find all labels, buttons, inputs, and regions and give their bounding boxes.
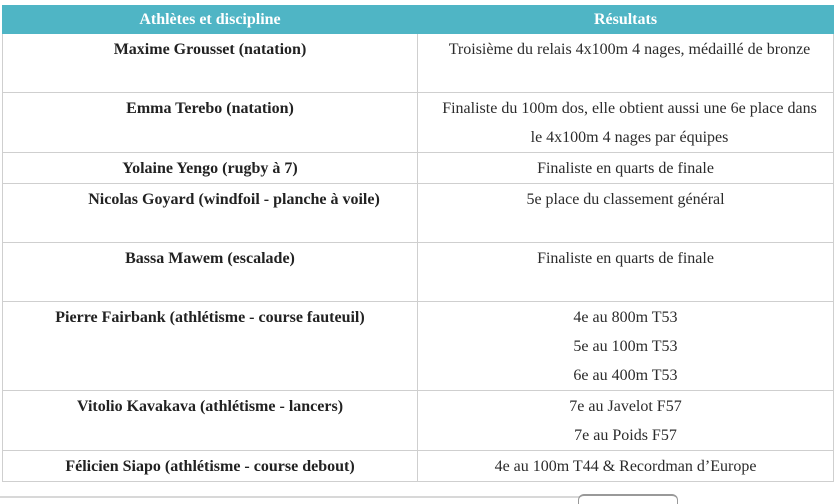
athlete-name: Bassa Mawem (escalade) bbox=[3, 243, 418, 302]
header-athletes: Athlètes et discipline bbox=[3, 6, 418, 34]
bottom-divider bbox=[0, 496, 580, 498]
header-results: Résultats bbox=[418, 6, 834, 34]
athlete-result: Troisième du relais 4x100m 4 nages, médaillé de bronze bbox=[418, 34, 834, 93]
athlete-result: Finaliste en quarts de finale bbox=[418, 243, 834, 302]
bottom-tab bbox=[578, 494, 678, 504]
athlete-result: 5e place du classement général bbox=[418, 184, 834, 243]
athlete-result: 4e au 100m T44 & Recordman d’Europe bbox=[418, 451, 834, 482]
athlete-result bbox=[418, 391, 834, 451]
table-row bbox=[3, 243, 834, 302]
result-line: 6e au 400m T53 bbox=[573, 367, 678, 384]
athlete-result bbox=[418, 302, 834, 391]
result-line: 7e au Poids F57 bbox=[574, 427, 677, 444]
athlete-name: Yolaine Yengo (rugby à 7) bbox=[3, 153, 418, 184]
athlete-name: Félicien Siapo (athlétisme - course debout) bbox=[3, 451, 418, 482]
table-row bbox=[3, 451, 834, 482]
result-line: 5e au 100m T53 bbox=[573, 338, 678, 355]
result-line: 4e au 800m T53 bbox=[573, 309, 678, 326]
table-row bbox=[3, 93, 834, 153]
table-row bbox=[3, 184, 834, 243]
header-row bbox=[3, 6, 834, 34]
athlete-name: Emma Terebo (natation) bbox=[3, 93, 418, 153]
table-row bbox=[3, 153, 834, 184]
athlete-result: Finaliste du 100m dos, elle obtient aussi une 6e place dans le 4x100m 4 nages par équipes bbox=[418, 93, 834, 153]
athlete-result: Finaliste en quarts de finale bbox=[418, 153, 834, 184]
table-row bbox=[3, 391, 834, 451]
athlete-name: Nicolas Goyard (windfoil - planche à voile) bbox=[3, 184, 418, 243]
result-line: 7e au Javelot F57 bbox=[569, 398, 682, 415]
table-row bbox=[3, 34, 834, 93]
results-table bbox=[2, 5, 834, 482]
athlete-name: Pierre Fairbank (athlétisme - course fauteuil) bbox=[3, 302, 418, 391]
athlete-name: Vitolio Kavakava (athlétisme - lancers) bbox=[3, 391, 418, 451]
table-row bbox=[3, 302, 834, 391]
athlete-name: Maxime Grousset (natation) bbox=[3, 34, 418, 93]
